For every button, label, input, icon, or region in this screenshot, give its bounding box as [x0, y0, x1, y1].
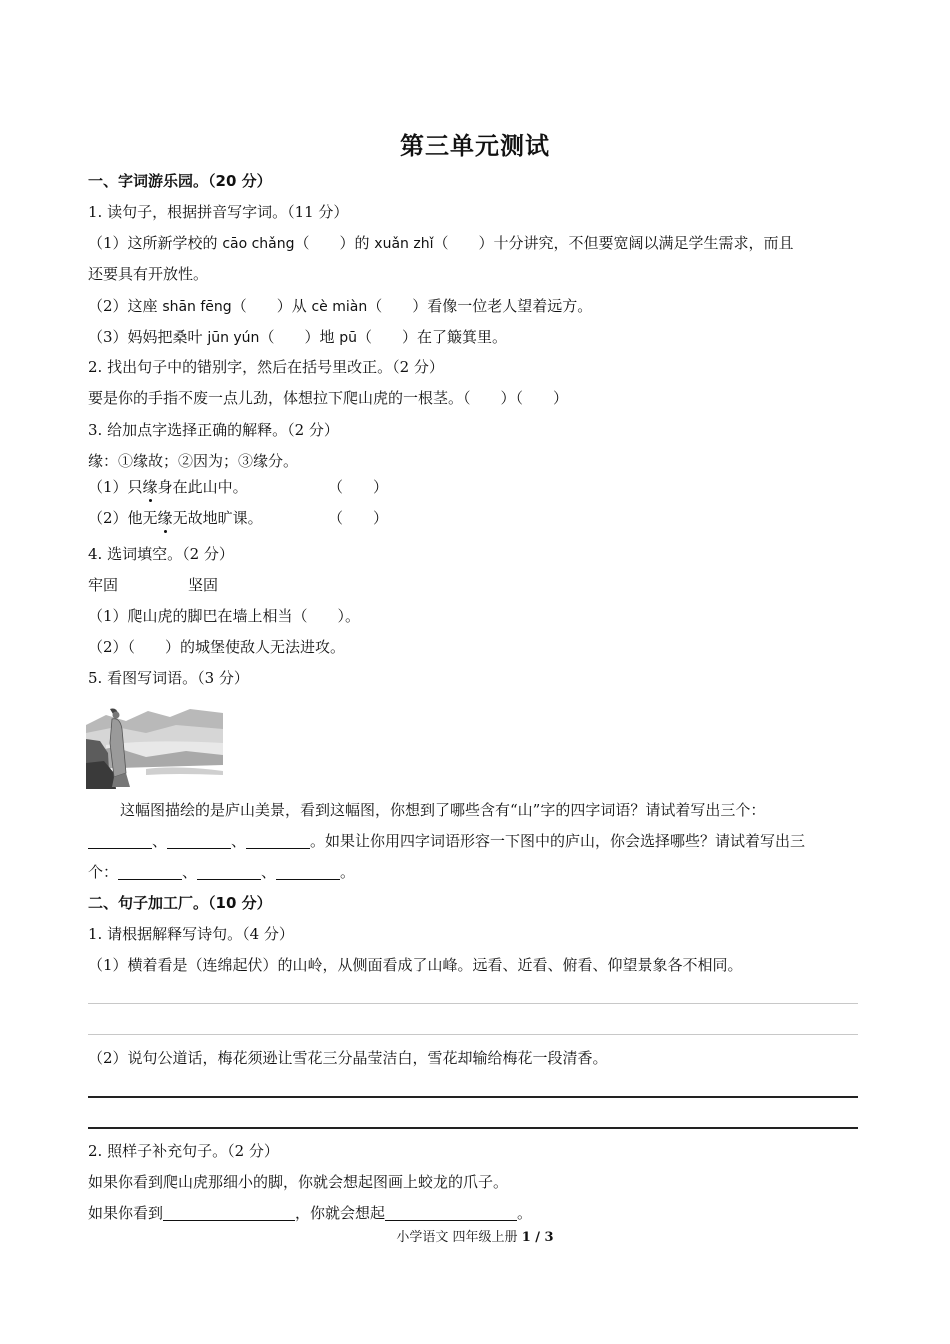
answer-paren[interactable]: （ ）看像一位老人望着远方。 — [367, 297, 593, 315]
q1-sentence-1: （1）这所新学校的 cāo chǎng（ ）的 xuǎn zhǐ（ ）十分讲究，不但要宽阔以满足学生需求，而且 — [88, 234, 794, 252]
page-footer: 小学语文 四年级上册 1 / 3 — [396, 1230, 554, 1245]
lushan-landscape-picture — [86, 703, 223, 789]
answer-paren[interactable]: （ ）从 — [231, 297, 312, 315]
q3-sentence-2: （2）他无缘无故地旷课。 （ ） — [88, 509, 389, 527]
q1-sentence-3: （3）妈妈把桑叶 jūn yún（ ）地 pū（ ）在了簸箕里。 — [88, 328, 507, 346]
answer-paren[interactable]: （ ） — [328, 509, 389, 527]
s2-q2-fill-line: 如果你看到 ，你就会想起 。 — [88, 1204, 533, 1222]
q1-prompt: 1. 读句子，根据拼音写字词。（11 分） — [88, 203, 349, 221]
answer-paren[interactable]: （ ）的 — [294, 234, 375, 252]
pinyin: xuǎn zhǐ — [374, 236, 434, 252]
dotted-char: 缘 — [157, 509, 173, 527]
answer-blank[interactable] — [167, 833, 231, 849]
pinyin: jūn yún — [207, 330, 260, 346]
answer-paren[interactable]: （ ）在了簸箕里。 — [356, 328, 507, 346]
q4-sentence-2[interactable]: （2）（ ）的城堡使敌人无法进攻。 — [88, 638, 346, 656]
answer-blank[interactable] — [118, 864, 182, 880]
answer-line[interactable] — [88, 1003, 858, 1004]
q3-prompt: 3. 给加点字选择正确的解释。（2 分） — [88, 421, 339, 439]
answer-paren[interactable]: （ ）十分讲究，不但要宽阔以满足学生需求，而且 — [433, 234, 794, 252]
q3-sentence-1: （1）只缘身在此山中。 （ ） — [88, 478, 389, 496]
dotted-char: 缘 — [142, 478, 158, 496]
q1-sentence-1-cont: 还要具有开放性。 — [88, 265, 209, 283]
answer-paren[interactable]: （ ）地 — [259, 328, 340, 346]
q2-prompt: 2. 找出句子中的错别字，然后在括号里改正。（2 分） — [88, 358, 444, 376]
page-number: 1 / 3 — [521, 1230, 554, 1245]
answer-blank[interactable] — [163, 1205, 295, 1221]
q5-blanks-line: 、 、 。如果让你用四字词语形容一下图中的庐山，你会选择哪些？请试着写出三 — [88, 831, 862, 851]
word-option: 牢固 — [88, 576, 119, 594]
page-title: 第三单元测试 — [400, 132, 550, 160]
answer-line[interactable] — [88, 1096, 858, 1098]
s2-q2-example: 如果你看到爬山虎那细小的脚，你就会想起图画上蛟龙的爪子。 — [88, 1173, 509, 1191]
s2-q1-prompt: 1. 请根据解释写诗句。（4 分） — [88, 925, 294, 943]
s2-q1-sentence-1: （1）横着看是（连绵起伏）的山岭，从侧面看成了山峰。远看、近看、俯看、仰望景象各不相同。 — [88, 956, 743, 974]
q5-blanks-line-2: 个： 、 、 。 — [88, 863, 356, 881]
word-option: 坚固 — [188, 576, 219, 594]
q4-sentence-1[interactable]: （1）爬山虎的脚巴在墙上相当（ ）。 — [88, 607, 361, 625]
answer-blank[interactable] — [385, 1205, 517, 1221]
answer-blank[interactable] — [197, 864, 261, 880]
q5-prompt: 5. 看图写词语。（3 分） — [88, 669, 249, 687]
section2-heading: 二、句子加工厂。（10 分） — [88, 894, 272, 912]
answer-blank[interactable] — [88, 833, 152, 849]
answer-blank[interactable] — [276, 864, 340, 880]
answer-blank[interactable] — [246, 833, 310, 849]
answer-paren[interactable]: （ ） — [328, 478, 389, 496]
pinyin: cè miàn — [311, 299, 368, 315]
s2-q1-sentence-2: （2）说句公道话，梅花须逊让雪花三分晶莹洁白，雪花却输给梅花一段清香。 — [88, 1049, 608, 1067]
q4-prompt: 4. 选词填空。（2 分） — [88, 545, 234, 563]
q3-options: 缘：①缘故；②因为；③缘分。 — [88, 452, 299, 470]
q1-sentence-2: （2）这座 shān fēng（ ）从 cè miàn（ ）看像一位老人望着远方。 — [88, 297, 593, 315]
pinyin: shān fēng — [162, 299, 232, 315]
section1-heading: 一、字词游乐园。（20 分） — [88, 172, 272, 190]
q4-word-options — [88, 575, 862, 595]
answer-line[interactable] — [88, 1034, 858, 1035]
q5-paragraph: 这幅图描绘的是庐山美景，看到这幅图，你想到了哪些含有“山”字的四字词语？请试着写出三个： — [120, 801, 766, 819]
pinyin: pū — [339, 330, 357, 346]
answer-line[interactable] — [88, 1127, 858, 1129]
s2-q2-prompt: 2. 照样子补充句子。（2 分） — [88, 1142, 279, 1160]
q2-sentence[interactable]: 要是你的手指不废一点儿劲，体想拉下爬山虎的一根茎。（ ）（ ） — [88, 389, 569, 407]
pinyin: cāo chǎng — [222, 236, 295, 252]
